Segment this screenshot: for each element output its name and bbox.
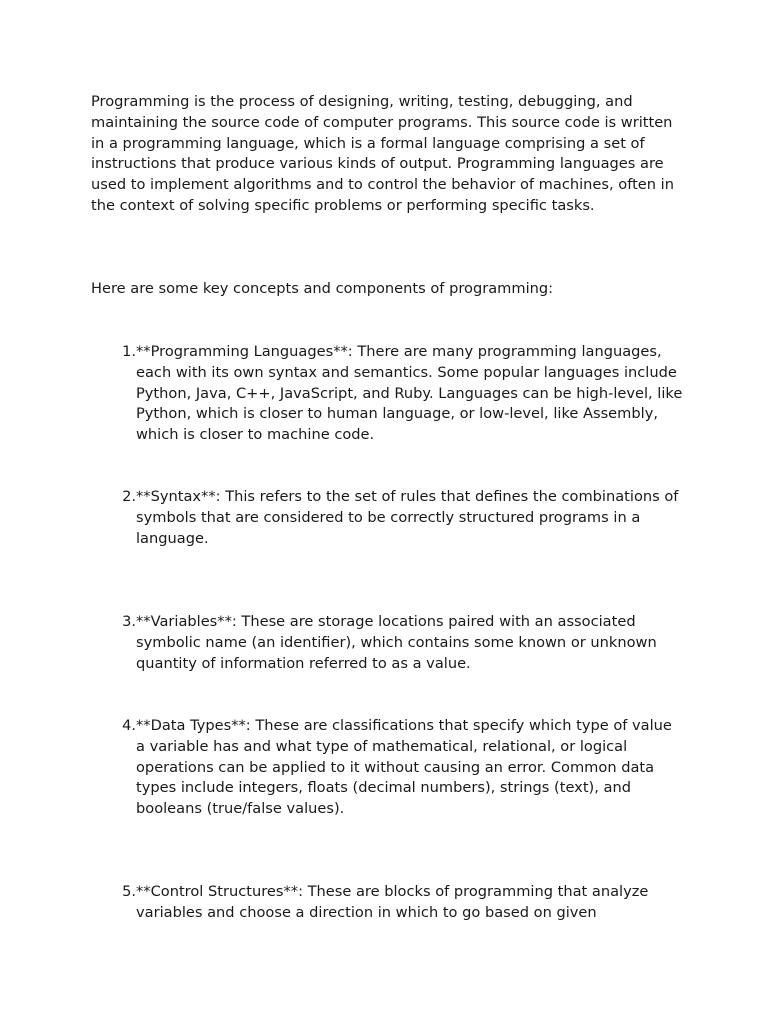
list-item-text: **Syntax**: This refers to the set of rules that defines the combinations of symbols that are considered to be correctly structured programs in a language. [136, 488, 679, 547]
list-item-number-wrap [91, 612, 136, 674]
list-item [91, 487, 685, 549]
list-item [91, 612, 685, 674]
list-item-text: **Variables**: These are storage locations paired with an associated symbolic name (an identifier), which contains some known or unknown quantity of information referred to as a value. [136, 613, 657, 672]
list-item-number-wrap [91, 487, 136, 549]
list-item-text: **Programming Languages**: There are many programming languages, each with its own syntax and semantics. Some popular languages include Python, Java, C++, JavaScript, and Ruby. Languages can be high-level, like Python, which is closer to human language, or low-level, like Assembly, which is closer to machine code. [136, 343, 683, 444]
list-item-number-wrap [91, 716, 136, 820]
list-item-number: 1. [122, 343, 136, 360]
intro-paragraph: Programming is the process of designing, writing, testing, debugging, and maintaining the source code of computer programs. This source code is written in a programming language, which is a formal language comprising a set of instructions that produce various kinds of output. Programming languages are used to implement algorithms and to control the behavior of machines, often in the context of solving specific problems or performing specific tasks. [91, 93, 674, 214]
list-item-text: **Control Structures**: These are blocks of programming that analyze variables and choose a direction in which to go based on given [136, 883, 649, 921]
lead-paragraph: Here are some key concepts and components of programming: [91, 280, 554, 297]
list-item [91, 716, 685, 820]
list-item [91, 342, 685, 446]
list-item-number: 4. [122, 717, 136, 734]
list-item-number-wrap [91, 882, 136, 924]
list-item-number: 2. [122, 488, 136, 505]
list-item-number: 5. [122, 883, 136, 900]
list-item-number: 3. [122, 613, 136, 630]
list-item [91, 882, 685, 924]
list-item-number-wrap [91, 342, 136, 446]
list-item-text: **Data Types**: These are classifications that specify which type of value a variable has and what type of mathematical, relational, or logical operations can be applied to it without causing an error. Common data types include integers, floats (decimal numbers), strings (text), and booleans (true/false values). [136, 717, 672, 818]
